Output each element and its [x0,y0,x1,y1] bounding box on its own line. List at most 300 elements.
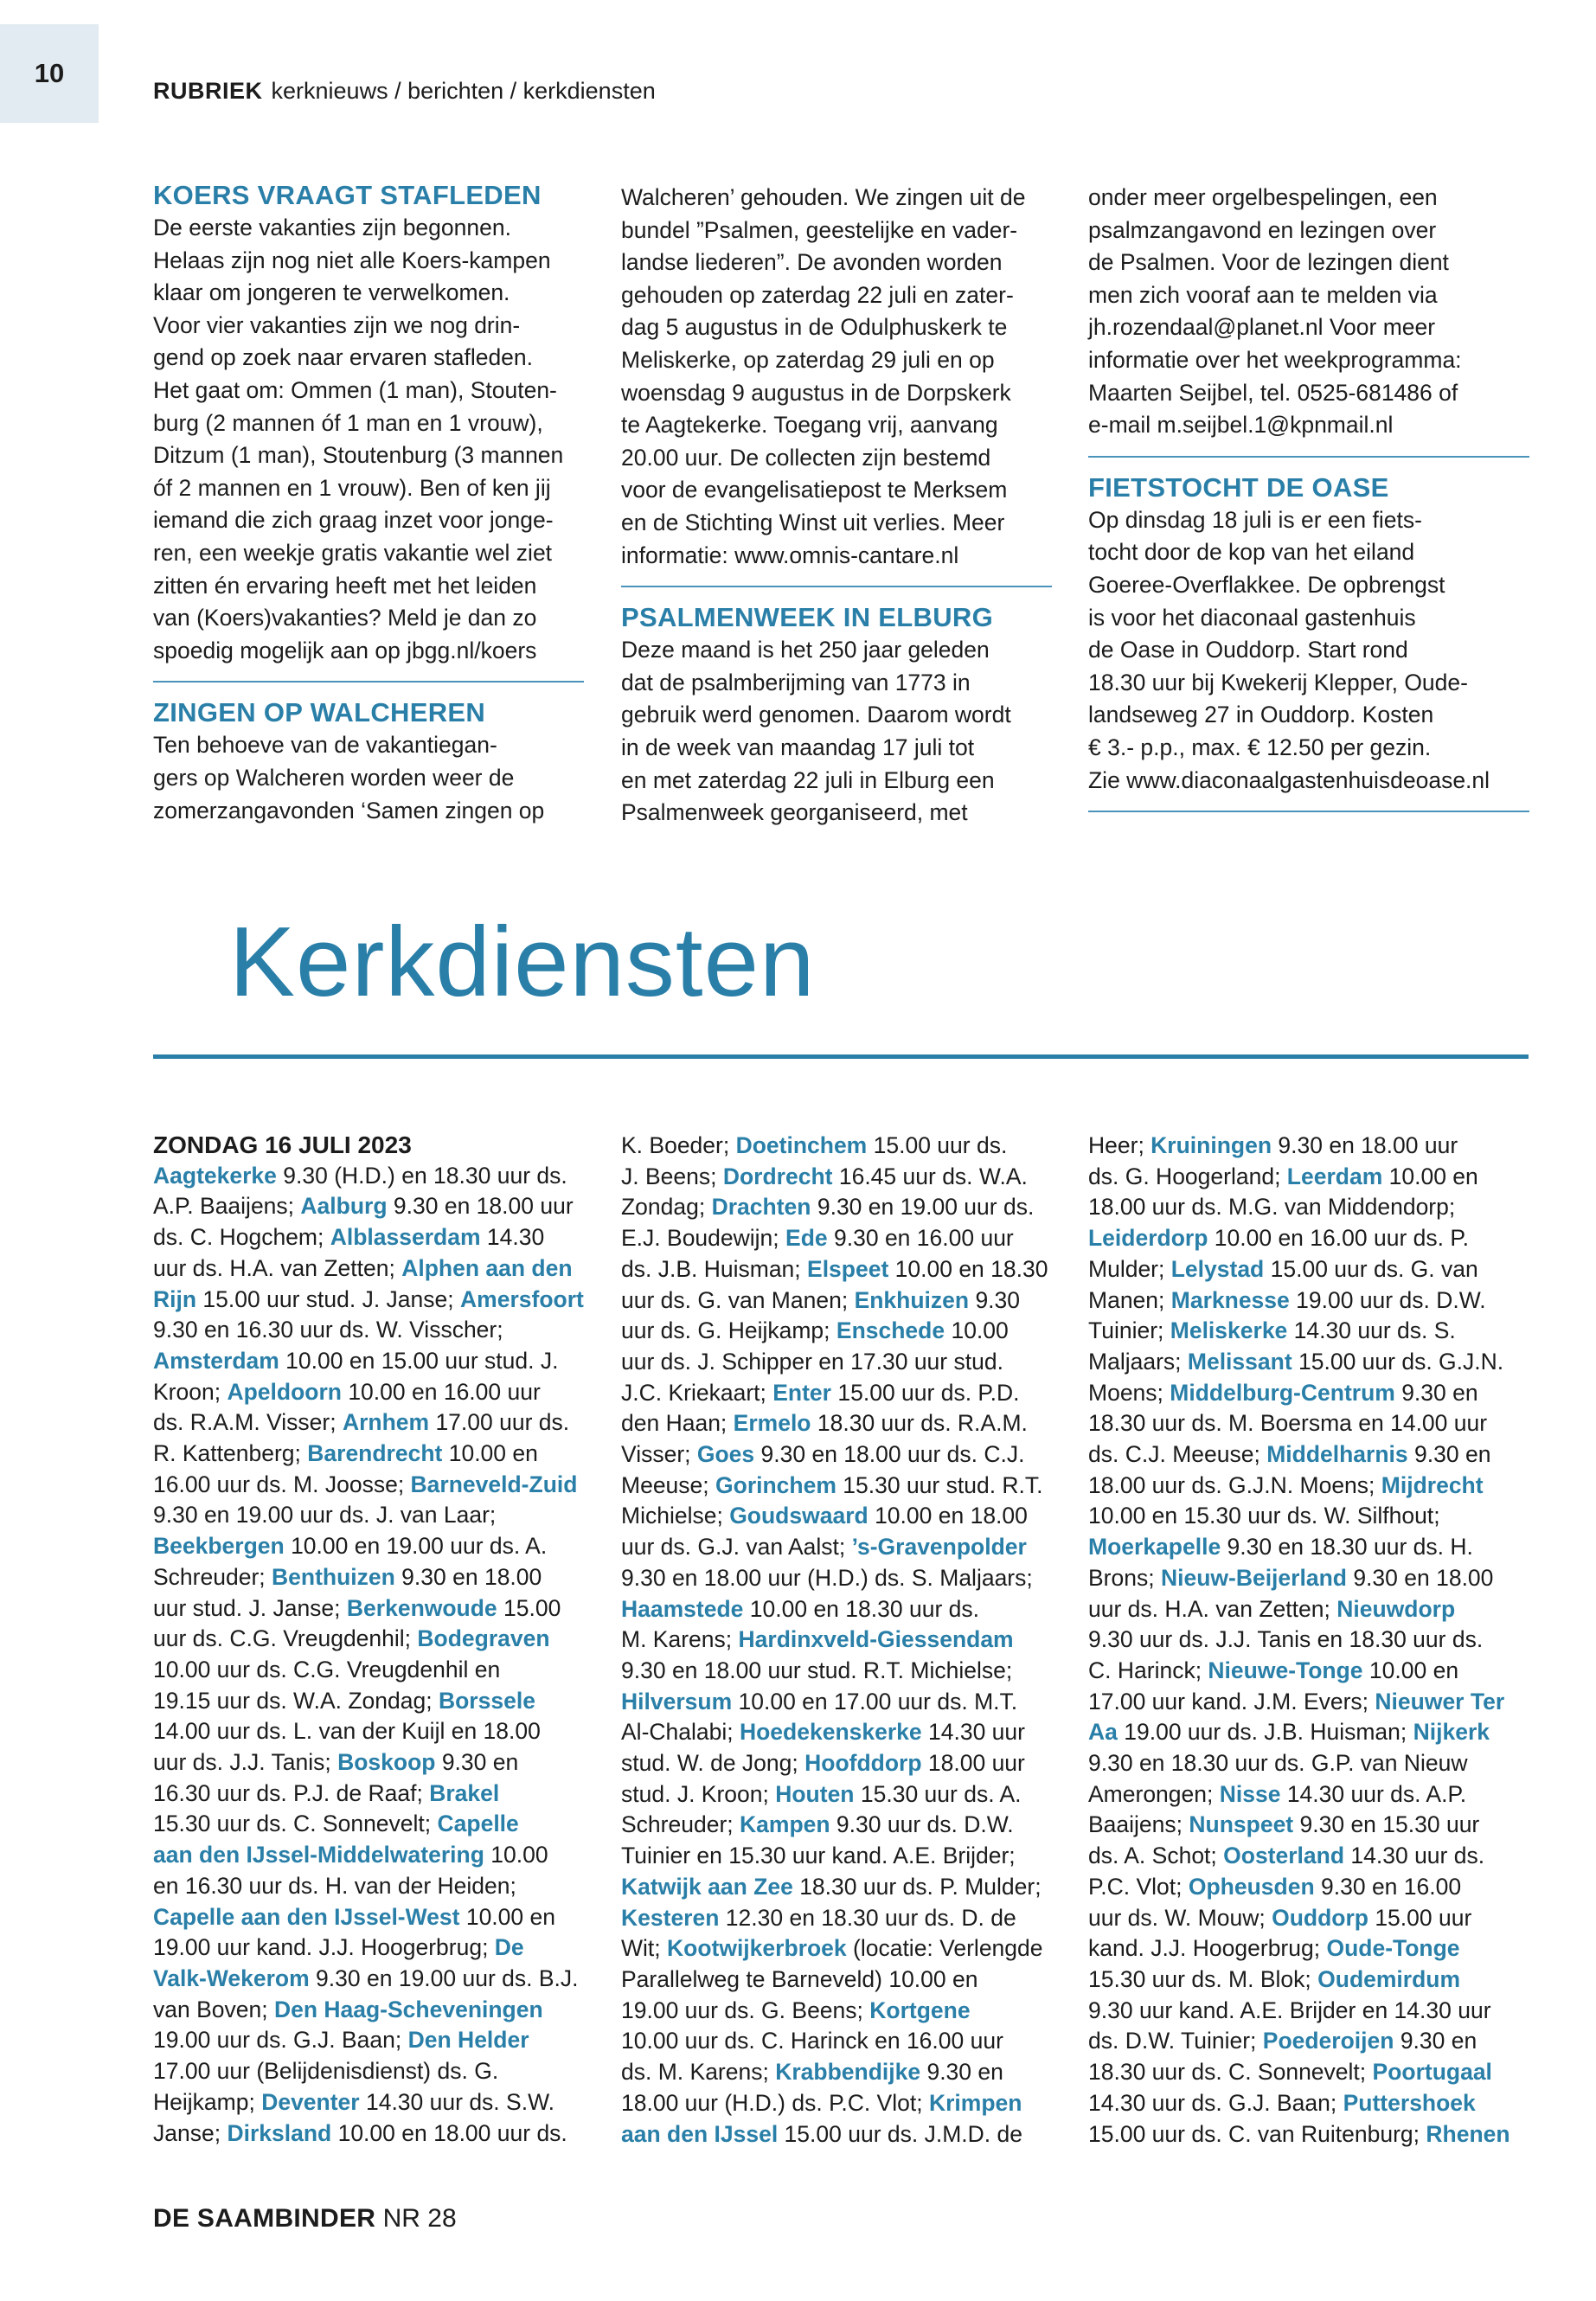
service-line [621,2026,1071,2057]
service-details: 18.00 uur [921,1750,1025,1777]
article-line: Ditzum (1 man), Stoutenburg (3 mannen [153,442,564,469]
service-details: 19.00 uur ds. J.B. Huisman; [1117,1719,1413,1746]
service-details: 9.30 en 18.00 [1346,1564,1494,1591]
article-body-walcheren-part1 [153,729,584,827]
service-details: 9.30 en 18.00 uur ds. C.J. [754,1441,1025,1468]
place-name: Drachten [711,1194,811,1221]
service-details: 9.30 en 16.00 [1314,1873,1462,1900]
place-name: Leiderdorp [1088,1225,1208,1252]
service-line [1088,1439,1538,1471]
service-details: Zondag; [621,1194,712,1221]
service-details: 9.30 uur ds. J.J. Tanis en 18.30 uur ds. [1088,1626,1484,1653]
service-line [621,1594,1071,1625]
article-line: tocht door de kop van het eiland [1088,539,1415,566]
service-line [153,1346,603,1377]
service-line [621,1810,1071,1841]
place-name: Puttershoek [1343,2089,1476,2116]
service-details: 19.00 uur ds. G.J. Baan; [153,2027,408,2054]
place-name: Den Helder [407,2027,529,2054]
article-line: spoedig mogelijk aan op jbgg.nl/koers [153,637,537,663]
place-name: Ermelo [733,1410,811,1437]
place-name: Kruiningen [1151,1132,1272,1158]
service-details: 18.30 uur ds. P. Mulder; [792,1873,1042,1900]
service-details: 10.00 en [1362,1657,1459,1683]
place-name: Krimpen [928,2089,1022,2116]
place-name: Lelystad [1170,1255,1265,1282]
service-line [153,1655,603,1686]
service-line [621,2119,1071,2150]
services-column-3 [1088,1131,1538,2150]
service-line [621,1192,1071,1223]
service-details: 9.30 en 19.00 uur ds. J. van Laar; [153,1502,497,1529]
service-line [1088,1223,1538,1254]
article-line: e-mail m.seijbel.1@kpnmail.nl [1088,412,1394,439]
service-details: 18.00 uur (H.D.) ds. P.C. Vlot; [621,2089,929,2116]
service-details: 9.30 en 18.30 uur ds. H. [1221,1534,1473,1561]
service-line [621,1933,1071,1965]
service-details: 17.00 uur ds. [429,1409,570,1436]
article-column-3 [1088,182,1529,826]
service-details: 14.00 uur ds. L. van der Kuijl en 18.00 [153,1718,541,1745]
service-details: 14.30 uur [921,1719,1025,1746]
service-details: ds. A. Schot; [1088,1843,1224,1869]
service-details: 9.30 en 19.00 uur ds. [811,1194,1035,1221]
service-line [621,1687,1071,1718]
service-details: 9.30 en 15.30 uur [1293,1811,1480,1838]
service-details: Heijkamp; [153,2088,262,2115]
article-line: Ten behoeve van de vakantiegan- [153,732,497,759]
footer-issue: NR 28 [382,2204,457,2233]
article-line: zitten én ervaring heeft met het leiden [153,572,537,599]
article-line: van (Koers)vakanties? Meld je dan zo [153,605,537,631]
service-line [153,1191,603,1222]
service-details: 16.00 uur ds. M. Joosse; [153,1471,411,1497]
place-name: Bodegraven [417,1625,550,1652]
place-name: Brakel [429,1779,500,1806]
place-name: Mijdrecht [1381,1471,1484,1498]
article-line: Het gaat om: Ommen (1 man), Stouten- [153,376,557,403]
service-line [1088,1471,1538,1502]
service-details: 9.30 en 18.30 uur ds. G.P. van Nieuw [1088,1750,1468,1777]
place-name: Ede [785,1225,828,1252]
service-details: Maljaars; [1088,1348,1188,1375]
service-line [1088,1625,1538,1656]
service-details: Manen; [1088,1286,1171,1313]
service-line [153,2025,603,2056]
service-line [153,1562,603,1593]
article-line: De eerste vakanties zijn begonnen. [153,215,511,240]
article-body-psalmenweek-part1 [621,634,1052,830]
service-details: uur stud. J. Janse; [153,1594,347,1621]
service-details: 10.00 uur ds. C.G. Vreugdenhil en [153,1656,501,1682]
service-details: 17.00 uur (Belijdenisdienst) ds. G. [153,2058,499,2085]
rubriek-label: RUBRIEK [153,78,263,104]
article-line: Meliskerke, op zaterdag 29 juli en op [621,346,995,373]
place-name: Doetinchem [735,1132,868,1158]
service-details: 10.00 en 15.30 uur ds. W. Silfhout; [1088,1503,1440,1529]
service-details: Heer; [1088,1132,1151,1158]
article-line: onder meer orgelbespelingen, een [1088,184,1438,210]
services-list-1 [153,1161,603,2150]
article-line: psalmzangavond en lezingen over [1088,216,1437,243]
article-line: Op dinsdag 18 juli is er een fiets- [1088,506,1422,533]
service-details: 15.00 uur ds. [867,1132,1008,1158]
service-line [1088,1563,1538,1594]
service-details: 9.30 en [435,1749,519,1776]
service-line [1088,1872,1538,1903]
service-details: J. Beens; [621,1163,723,1189]
article-body-walcheren-part2 [621,182,1052,572]
service-line [621,1162,1071,1193]
service-details: 9.30 en 16.00 uur [827,1225,1014,1252]
service-details: 9.30 en 18.00 uur (H.D.) ds. S. Maljaars; [621,1564,1033,1591]
service-details: 15.30 uur stud. R.T. [836,1471,1043,1498]
service-line [1088,1996,1538,2027]
service-details: 9.30 en 18.00 uur [1272,1132,1458,1158]
article-line: in de week van maandag 17 juli tot [621,734,975,760]
place-name: Alphen aan den [401,1254,573,1281]
service-details: 15.00 uur ds. P.D. [831,1379,1020,1406]
article-line: óf 2 mannen en 1 vrouw). Ben of ken jij [153,474,551,501]
service-details: (locatie: Verlengde [846,1935,1043,1962]
place-name: Opheusden [1188,1873,1315,1900]
service-details: stud. J. Kroon; [621,1780,776,1807]
place-name: Capelle [437,1811,519,1837]
service-line [153,1624,603,1655]
service-line [153,1407,603,1439]
place-name: aan den IJssel-Middelwatering [153,1842,484,1868]
place-name: Deventer [261,2088,360,2115]
service-details: 15.30 uur ds. C. Sonnevelt; [153,1811,438,1837]
article-line: bundel ”Psalmen, geestelijke en vader- [621,216,1018,243]
place-name: Amersfoort [460,1285,584,1312]
service-details: en 16.30 uur ds. H. van der Heiden; [153,1872,516,1899]
service-details: 15.00 uur ds. G.J.N. [1292,1348,1504,1375]
article-line: 20.00 uur. De collecten zijn bestemd [621,444,991,471]
service-details: R. Kattenberg; [153,1440,308,1467]
service-details: Tuinier en 15.30 uur kand. A.E. Brijder; [621,1843,1016,1869]
service-line [621,1656,1071,1687]
service-details: Moens; [1088,1379,1170,1406]
service-line [621,1347,1071,1378]
service-details: uur ds. W. Mouw; [1088,1904,1272,1931]
service-details: uur ds. H.A. van Zetten; [1088,1595,1337,1622]
place-name: Oude-Tonge [1326,1935,1460,1962]
service-details: C. Harinck; [1088,1657,1208,1683]
article-line: Voor vier vakanties zijn we nog drin- [153,311,521,338]
place-name: Enter [772,1379,831,1406]
place-name: Beekbergen [153,1533,285,1560]
service-details: 15.00 uur ds. C. van Ruitenburg; [1088,2120,1426,2147]
service-details: 10.00 uur ds. C. Harinck en 16.00 uur [621,2028,1003,2054]
article-line: de Psalmen. Voor de lezingen dient [1088,249,1449,276]
article-body-psalmenweek-part2 [1088,182,1529,442]
article-line: de Oase in Ouddorp. Start rond [1088,637,1408,663]
place-name: Meliskerke [1170,1317,1288,1344]
service-line [153,1716,603,1747]
place-name: Kootwijkerbroek [667,1935,847,1962]
service-details: uur ds. J. Schipper en 17.30 uur stud. [621,1348,1003,1375]
service-line [621,1903,1071,1934]
service-line [621,1501,1071,1532]
service-details: Schreuder; [621,1811,740,1838]
service-line [1088,1903,1538,1934]
service-details: P.C. Vlot; [1088,1873,1189,1900]
article-line: is voor het diaconaal gastenhuis [1088,604,1416,631]
article-line: 18.30 uur bij Kwekerij Klepper, Oude- [1088,669,1468,695]
service-details: 18.30 uur ds. C. Sonnevelt; [1088,2059,1373,2086]
service-line [621,1717,1071,1748]
article-line: jh.rozendaal@planet.nl Voor meer [1088,314,1436,341]
service-line [153,1593,603,1625]
article-line: landse liederen”. De avonden worden [621,249,1003,276]
service-line [621,1408,1071,1439]
article-line: klaar om jongeren te verwelkomen. [153,279,510,306]
service-details: Wit; [621,1935,667,1962]
service-line [153,1377,603,1408]
place-name: Oosterland [1223,1843,1345,1869]
article-line: dag 5 augustus in de Odulphuskerk te [621,314,1008,341]
article-divider [153,681,584,683]
page-number-text: 10 [34,58,65,88]
place-name: Kesteren [621,1904,720,1931]
service-line [621,1254,1071,1285]
article-title-fietstocht: FIETSTOCHT DE OASE [1088,471,1389,503]
service-details: 10.00 en 18.00 [868,1503,1028,1529]
service-line [153,1439,603,1470]
article-line: gend op zoek naar ervaren stafleden. [153,344,534,371]
service-details: K. Boeder; [621,1132,736,1158]
article-title-psalmenweek: PSALMENWEEK IN ELBURG [621,602,993,633]
service-details: M. Karens; [621,1626,739,1653]
article-body-koers [153,212,584,667]
service-line [621,2088,1071,2119]
service-line [1088,1687,1538,1718]
service-details: Parallelweg te Barneveld) 10.00 en [621,1965,978,1992]
service-line [1088,1408,1538,1439]
service-details: 18.00 uur ds. M.G. van Middendorp; [1088,1194,1456,1221]
service-line [1088,1933,1538,1965]
service-line [153,1809,603,1840]
place-name: Dirksland [227,2119,332,2146]
service-line [1088,1192,1538,1223]
article-line: en de Stichting Winst uit verlies. Meer [621,509,1005,535]
service-details: 16.30 uur ds. P.J. de Raaf; [153,1779,430,1806]
place-name: Kortgene [869,1997,971,2023]
service-details: 9.30 en 18.00 [394,1563,542,1590]
service-line [621,1439,1071,1471]
footer [153,2204,457,2234]
article-body-fietstocht [1088,504,1529,797]
service-details: Mulder; [1088,1255,1171,1282]
place-name: De [494,1934,524,1961]
service-details: Baaijens; [1088,1811,1189,1838]
service-line [1088,1378,1538,1409]
service-details: 10.00 en 18.30 [888,1255,1048,1282]
service-details: van Boven; [153,1996,274,2022]
service-details: 10.00 en 18.30 uur ds. [743,1595,979,1622]
service-details: 10.00 en 15.00 uur stud. J. [279,1347,559,1374]
service-details: 15.00 uur ds. G. van [1264,1255,1478,1282]
place-name: Houten [775,1780,855,1807]
service-line [1088,2088,1538,2119]
service-line [621,1131,1071,1162]
service-line [1088,2026,1538,2057]
place-name: Dordrecht [722,1163,833,1189]
services-date: ZONDAG 16 JULI 2023 [153,1131,412,1158]
service-line [153,1840,603,1871]
service-details: 9.30 uur ds. D.W. [830,1811,1014,1838]
service-details: den Haan; [621,1410,734,1437]
place-name: Nieuwe-Tonge [1208,1657,1363,1683]
article-line: gebruik werd genomen. Daarom wordt [621,702,1011,728]
place-name: Arnhem [342,1409,430,1436]
article-line: zomerzangavonden ‘Samen zingen op [153,797,545,824]
place-name: Gorinchem [715,1471,836,1498]
service-details: ds. C. Hogchem; [153,1224,330,1251]
service-details: 10.00 en [1382,1163,1478,1189]
service-details: kand. J.J. Hoogerbrug; [1088,1935,1327,1962]
service-line [621,1223,1071,1254]
article-line: informatie: www.omnis-cantare.nl [621,542,959,568]
service-details: 10.00 [484,1842,548,1868]
article-line: burg (2 mannen óf 1 man en 1 vrouw), [153,409,543,436]
service-details: Schreuder; [153,1563,272,1590]
place-name: Hardinxveld-Giessendam [738,1626,1014,1653]
service-details: 15.30 uur ds. M. Blok; [1088,1965,1318,1992]
article-divider [621,586,1052,587]
service-line [621,1996,1071,2027]
service-details: 14.30 uur ds. [1344,1843,1485,1869]
place-name: Rijn [153,1285,197,1312]
service-line [621,1779,1071,1811]
service-line [1088,1594,1538,1625]
service-details: 9.30 en 18.00 uur stud. R.T. Michielse; [621,1657,1013,1683]
article-line: en met zaterdag 22 juli in Elburg een [621,766,995,793]
place-name: Aa [1088,1719,1118,1746]
service-details: uur ds. J.J. Tanis; [153,1749,338,1776]
place-name: Berkenwoude [346,1594,497,1621]
place-name: Middelharnis [1266,1441,1408,1468]
service-line [153,1470,603,1501]
footer-brand: DE SAAMBINDER [153,2204,376,2233]
service-details: uur ds. H.A. van Zetten; [153,1254,402,1281]
service-line [1088,2119,1538,2150]
article-line: Zie www.diaconaalgastenhuisdeoase.nl [1088,766,1490,793]
place-name: Barendrecht [307,1440,443,1467]
service-details: 19.00 uur ds. G. Beens; [621,1997,870,2023]
place-name: Moerkapelle [1088,1534,1221,1561]
page-number [0,24,99,123]
place-name: Boskoop [337,1749,436,1776]
service-details: 9.30 en [1394,1379,1478,1406]
service-details: 9.30 en [1394,2028,1477,2054]
service-details: A.P. Baaijens; [153,1193,301,1220]
article-line: Goeree-Overflakkee. De opbrengst [1088,571,1445,598]
service-details: Tuinier; [1088,1317,1170,1344]
service-details: Amerongen; [1088,1780,1220,1807]
place-name: Amsterdam [153,1347,279,1374]
service-line [153,1285,603,1316]
place-name: Poederoijen [1262,2028,1394,2054]
service-details: 14.30 uur ds. A.P. [1280,1780,1467,1807]
service-line [153,1902,603,1933]
service-details: 17.00 uur kand. J.M. Evers; [1088,1688,1375,1715]
service-line [1088,1841,1538,1872]
service-details: 9.30 en 16.30 uur ds. W. Visscher; [153,1317,503,1343]
service-details: 18.30 uur ds. M. Boersma en 14.00 uur [1088,1410,1488,1437]
service-details: 9.30 [969,1286,1021,1313]
service-details: 15.00 [497,1594,561,1621]
service-details: Janse; [153,2119,228,2146]
service-details: 12.30 en 18.30 uur ds. D. de [719,1904,1016,1931]
service-line [1088,1162,1538,1193]
service-line [153,1500,603,1531]
service-line [153,1995,603,2026]
service-details: 15.00 uur ds. J.M.D. de [778,2120,1022,2147]
service-details: 15.30 uur ds. A. [854,1780,1022,1807]
service-line [1088,1285,1538,1317]
service-line [1088,2057,1538,2088]
article-line: informatie over het weekprogramma: [1088,346,1462,373]
service-details: uur ds. G. van Manen; [621,1286,855,1313]
service-details: Visser; [621,1441,697,1468]
service-details: 18.30 uur ds. R.A.M. [811,1410,1028,1437]
service-line [1088,1656,1538,1687]
service-line [621,1841,1071,1872]
article-line: iemand die zich graag inzet voor jonge- [153,507,554,534]
service-details: J.C. Kriekaart; [621,1379,773,1406]
place-name: Valk-Wekerom [153,1965,310,1991]
service-line [621,1378,1071,1409]
place-name: Goudswaard [729,1503,869,1529]
place-name: Nunspeet [1189,1811,1294,1838]
service-line [621,1471,1071,1502]
service-details: Michielse; [621,1503,730,1529]
service-line [153,1222,603,1253]
service-details: 14.30 uur ds. S.W. [359,2088,554,2115]
service-details: 19.00 uur kand. J.J. Hoogerbrug; [153,1934,495,1961]
place-name: Alblasserdam [330,1224,481,1251]
section-title-kerkdiensten: Kerkdiensten [229,907,816,1017]
place-name: Den Haag-Scheveningen [273,1996,543,2022]
service-details: uur ds. G.J. van Aalst; [621,1534,852,1561]
service-details: ds. C.J. Meeuse; [1088,1441,1267,1468]
service-details: 9.30 en 18.00 uur [387,1193,574,1220]
services-column-2 [621,1131,1071,2150]
place-name: Middelburg-Centrum [1170,1379,1395,1406]
service-details: 19.00 uur ds. D.W. [1289,1286,1486,1313]
service-line [1088,1501,1538,1532]
article-line: Maarten Seijbel, tel. 0525-681486 of [1088,379,1458,406]
breadcrumb: kerknieuws / berichten / kerkdiensten [271,78,656,104]
service-details: Kroon; [153,1378,228,1405]
service-line [153,1779,603,1810]
place-name: Enkhuizen [854,1286,970,1313]
service-line [1088,1810,1538,1841]
service-details: ds. D.W. Tuinier; [1088,2028,1263,2054]
place-name: aan den IJssel [621,2120,779,2147]
place-name: Katwijk aan Zee [621,1873,793,1900]
service-line [621,1965,1071,1996]
service-details: 15.00 uur stud. J. Janse; [196,1285,460,1312]
place-name: Nijkerk [1413,1719,1490,1746]
place-name: Ouddorp [1272,1904,1368,1931]
place-name: Leerdam [1286,1163,1383,1189]
article-column-2 [621,182,1052,830]
service-line [1088,1748,1538,1779]
service-line [153,1315,603,1346]
